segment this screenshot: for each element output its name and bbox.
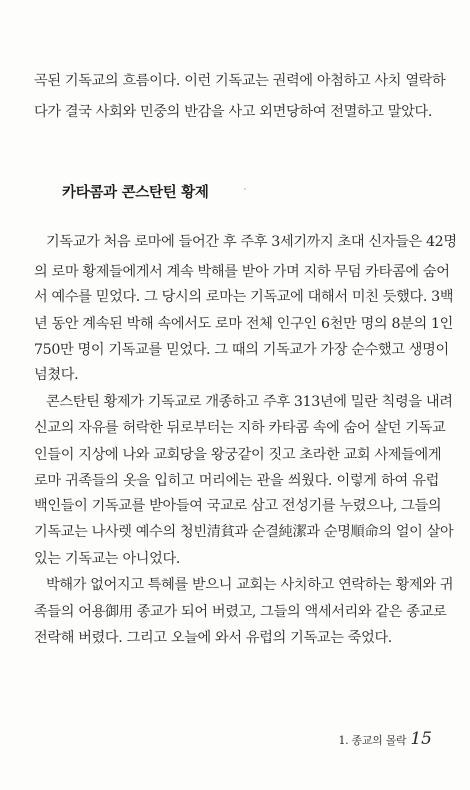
speck-mark <box>244 188 246 190</box>
text-line: 로마 귀족들의 옷을 입히고 머리에는 관을 씌웠다. 이렇게 하여 유럽 <box>34 473 439 489</box>
text-line: 곡된 기독교의 흐름이다. 이런 기독교는 권력에 아첨하고 사치 열락하 <box>34 73 446 89</box>
text-line: 다가 결국 사회와 민중의 반감을 사고 외면당하여 전멸하고 말았다. <box>34 104 433 120</box>
text-line: 신교의 자유를 허락한 뒤로부터는 지하 카타콤 속에 숨어 살던 기독교 <box>34 420 446 436</box>
text-line: 750만 명이 기독교를 믿었다. 그 때의 기독교가 가장 순수했고 생명이 <box>34 342 449 358</box>
text-line: 인들이 지상에 나와 교회당을 왕궁같이 짓고 초라한 교회 사제들에게 <box>34 447 442 463</box>
section-heading: 카타콤과 콘스탄틴 황제 <box>62 185 209 201</box>
running-footer-chapter: 1. 종교의 몰락 <box>338 734 407 747</box>
text-line: 박해가 없어지고 특혜를 받으니 교회는 사치하고 연락하는 황제와 귀 <box>46 577 454 593</box>
text-line: 서 예수를 믿었다. 그 당시의 로마는 기독교에 대해서 미친 듯했다. 3백 <box>34 289 454 305</box>
text-line: 의 로마 황제들에게서 계속 박해를 받아 가며 지하 무덤 카타콤에 숨어 <box>34 264 450 280</box>
text-line: 년 동안 계속된 박해 속에서도 로마 전체 인구인 6천만 명의 8분의 1인 <box>34 316 454 332</box>
text-line: 콘스탄틴 황제가 기독교로 개종하고 주후 313년에 밀란 칙령을 내려 <box>46 394 453 410</box>
page-footer <box>338 729 432 749</box>
text-line: 넘쳤다. <box>34 367 79 383</box>
text-line: 기독교가 처음 로마에 들어간 후 주후 3세기까지 초대 신자들은 42명 <box>46 234 457 250</box>
text-line: 전락해 버렸다. 그리고 오늘에 와서 유럽의 기독교는 죽었다. <box>34 630 392 646</box>
text-line: 있는 기독교는 아니었다. <box>34 551 181 567</box>
text-line: 족들의 어용御用 종교가 되어 버렸고, 그들의 액세서리와 같은 종교로 <box>34 604 447 620</box>
page-number: 15 <box>410 729 432 749</box>
text-line: 백인들이 기독교를 받아들여 국교로 삼고 전성기를 누렸으나, 그들의 <box>34 498 442 514</box>
text-line: 기독교는 나사렛 예수의 청빈清貧과 순결純潔과 순명順命의 얼이 살아 <box>34 524 454 540</box>
